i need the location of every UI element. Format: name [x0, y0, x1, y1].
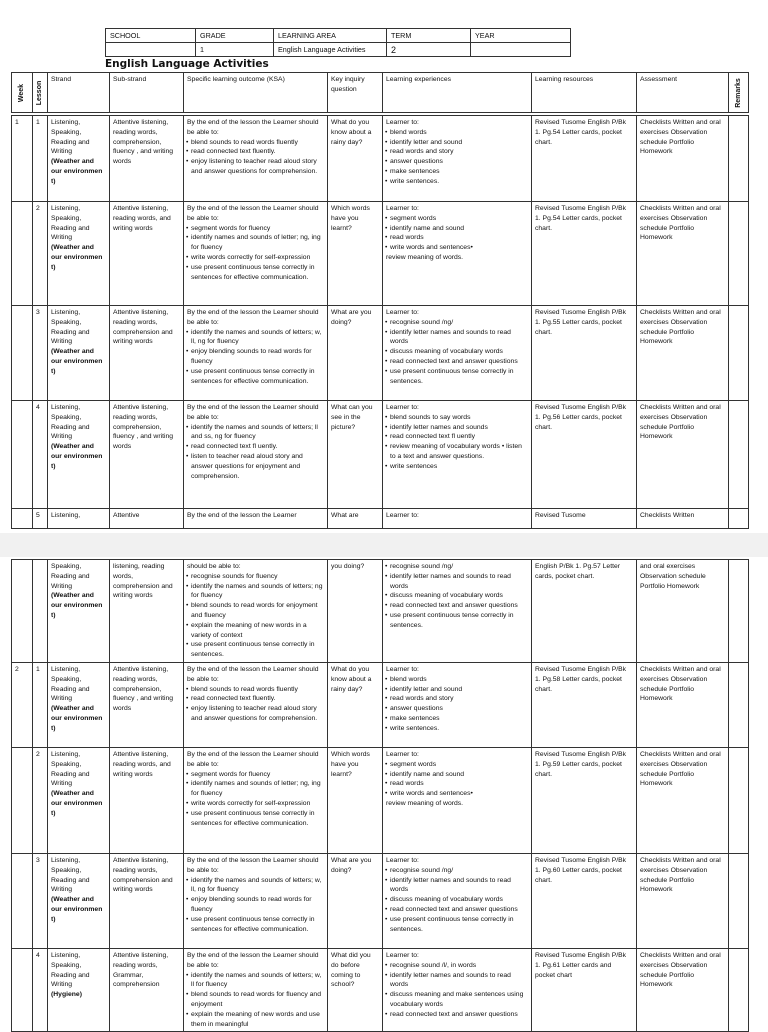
list-item: • write sentences [386, 462, 528, 472]
grade-value: 1 [196, 43, 274, 57]
list-item: • discuss meaning and make sentences using vocabulary words [386, 990, 528, 1010]
slo-list [187, 876, 324, 935]
list-item: • recognise sound /ng/ [386, 318, 528, 328]
table-row [12, 948, 749, 1031]
list-item: • identify the names and sounds of letters; w, ll, ng for fluency [187, 328, 324, 348]
slo-intro: By the end of the lesson the Learner should be able to: [187, 750, 319, 768]
remarks-cell [729, 401, 749, 509]
list-item: • use present continuous tense correctly in sentences for effective communication. [187, 915, 324, 935]
experiences-cell [383, 116, 532, 202]
experiences-intro: Learner to: [386, 951, 419, 959]
experiences-list [386, 128, 528, 187]
remarks-cell [729, 202, 749, 306]
learning-area-value: English Language Activities [274, 43, 387, 57]
slo-list [187, 685, 324, 724]
strand-text: Listening, [51, 512, 81, 519]
strand-theme: (Weather and our environmen t) [51, 592, 103, 619]
resources-cell: Revised Tusome English P/Bk 1. Pg.54 Letter cards, pocket chart. [532, 116, 637, 202]
col-slo: Specific learning outcome (KSA) [184, 73, 328, 113]
strand-text: Listening, Speaking, Reading and Writing [51, 404, 90, 441]
list-item: • read connected text fluently. [187, 147, 324, 157]
strand-text: Listening, Speaking, Reading and Writing [51, 309, 90, 346]
substrand-cell: listening, reading words, comprehension and writing words [110, 560, 184, 663]
experiences-list [386, 318, 528, 387]
resources-cell: Revised Tusome English P/Bk 1. Pg.59 Letter cards, pocket chart. [532, 747, 637, 853]
assessment-cell: and oral exercises Observation schedule Portfolio Homework [637, 560, 729, 663]
list-item: • answer questions [386, 157, 528, 167]
list-item: • recognise sound /ng/ [386, 866, 528, 876]
list-item: • review meaning of vocabulary words • listen to a text and answer questions. [386, 442, 528, 462]
list-item: • blend words [386, 675, 528, 685]
substrand-cell: Attentive listening, reading words, comprehension, fluency , and writing words [110, 401, 184, 509]
list-item: • recognise sounds for fluency [187, 572, 324, 582]
list-item: • identify names and sounds of letter; ng, ing for fluency [187, 779, 324, 799]
list-item: • enjoy listening to teacher read aloud story and answer questions for comprehension. [187, 157, 324, 177]
table-row [12, 747, 749, 853]
slo-cell [184, 662, 328, 747]
list-item: • enjoy blending sounds to read words for fluency [187, 347, 324, 367]
week-cell: 1 [12, 116, 33, 202]
experiences-cell [383, 662, 532, 747]
week-cell [12, 509, 33, 529]
slo-cell [184, 306, 328, 401]
substrand-cell: Attentive listening, reading words, and writing words [110, 747, 184, 853]
experiences-list [386, 413, 528, 472]
substrand-cell: Attentive listening, reading words, comprehension and writing words [110, 853, 184, 948]
year-label: YEAR [471, 29, 571, 43]
list-item: • enjoy listening to teacher read aloud story and answer questions for comprehension. [187, 704, 324, 724]
slo-cell [184, 853, 328, 948]
experiences-list [386, 760, 528, 799]
inquiry-question-cell: What did you do before coming to school? [328, 948, 383, 1031]
resources-cell: Revised Tusome English P/Bk 1. Pg.58 Letter cards, pocket chart. [532, 662, 637, 747]
experiences-cell [383, 202, 532, 306]
col-week: Week [12, 73, 33, 113]
scheme-table-page-1 [11, 72, 749, 529]
slo-cell [184, 116, 328, 202]
table-row [12, 560, 749, 663]
list-item: • listen to teacher read aloud story and answer questions for enjoyment and comprehension. [187, 452, 324, 481]
strand-theme: (Weather and our environmen t) [51, 158, 103, 185]
experiences-cell [383, 948, 532, 1031]
col-resources: Learning resources [532, 73, 637, 113]
list-item: • identify letter and sound [386, 685, 528, 695]
col-kiq: Key inquiry question [328, 73, 383, 113]
list-item: • identify letter names and sounds to read words [386, 572, 528, 592]
substrand-cell: Attentive listening, reading words, comprehension, fluency , and writing words [110, 662, 184, 747]
table-row [12, 306, 749, 401]
lesson-cell: 5 [33, 509, 48, 529]
substrand-cell: Attentive listening, reading words, comprehension, fluency , and writing words [110, 116, 184, 202]
col-assessment: Assessment [637, 73, 729, 113]
list-item: • use present continuous tense correctly in sentences for effective communication. [187, 263, 324, 283]
document-title: English Language Activities [105, 58, 269, 70]
list-item: • explain the meaning of new words in a variety of context [187, 621, 324, 641]
school-info-table [105, 28, 571, 57]
list-item: • make sentences [386, 167, 528, 177]
list-item: • read connected text and answer questions [386, 1010, 528, 1020]
remarks-cell [729, 747, 749, 853]
week-cell [12, 948, 33, 1031]
list-item: • segment words [386, 214, 528, 224]
slo-intro: By the end of the lesson the Learner should be able to: [187, 309, 319, 326]
list-item: • identify letter names and sounds to read words [386, 328, 528, 348]
strand-text: Listening, Speaking, Reading and Writing [51, 205, 90, 242]
assessment-cell: Checklists Written [637, 509, 729, 529]
list-item: • read words [386, 233, 528, 243]
experiences-intro: Learner to: [386, 665, 419, 673]
col-remarks: Remarks [729, 73, 749, 113]
strand-theme: (Weather and our environmen t) [51, 244, 103, 271]
list-item: • segment words for fluency [187, 770, 324, 780]
list-item: • identify the names and sounds of letters; ng for fluency [187, 582, 324, 602]
experiences-intro: Learner to: [386, 856, 419, 864]
slo-intro: By the end of the lesson the Learner should be able to: [187, 856, 319, 874]
scheme-rows-page-2 [12, 560, 749, 1032]
scheme-table-page-2 [11, 559, 749, 1032]
list-item: • use present continuous tense correctly in sentences. [187, 640, 324, 660]
list-item: • read words and story [386, 147, 528, 157]
remarks-cell [729, 306, 749, 401]
col-substrand: Sub-strand [110, 73, 184, 113]
list-item: • read connected text and answer questions [386, 905, 528, 915]
slo-cell [184, 202, 328, 306]
strand-cell [48, 853, 110, 948]
resources-cell: Revised Tusome English P/Bk 1. Pg.55 Letter cards, pocket chart. [532, 306, 637, 401]
strand-text: Listening, Speaking, Reading and Writing [51, 750, 90, 788]
list-item: • discuss meaning of vocabulary words [386, 591, 528, 601]
slo-list [187, 971, 324, 1030]
experiences-cell [383, 401, 532, 509]
strand-cell [48, 662, 110, 747]
list-item: • discuss meaning of vocabulary words [386, 895, 528, 905]
school-label: SCHOOL [106, 29, 196, 43]
year-value [471, 43, 571, 57]
experiences-tail: review meaning of words. [386, 799, 464, 807]
slo-intro: By the end of the lesson the Learner should be able to: [187, 665, 319, 683]
slo-cell [184, 560, 328, 663]
strand-cell [48, 116, 110, 202]
week-cell [12, 560, 33, 663]
lesson-cell: 2 [33, 202, 48, 306]
list-item: • read words and story [386, 694, 528, 704]
list-item: • use present continuous tense correctly in sentences. [386, 367, 528, 387]
strand-cell [48, 401, 110, 509]
list-item: • identify name and sound [386, 770, 528, 780]
strand-theme: (Weather and our environmen t) [51, 443, 103, 470]
list-item: • identify name and sound [386, 224, 528, 234]
table-row [12, 202, 749, 306]
assessment-cell: Checklists Written and oral exercises Observation schedule Portfolio Homework [637, 853, 729, 948]
slo-cell [184, 509, 328, 529]
strand-theme: (Weather and our environmen t) [51, 705, 103, 732]
list-item: • read words [386, 779, 528, 789]
slo-intro: By the end of the lesson the Learner should be able to: [187, 205, 319, 222]
list-item: • read connected text fluently. [187, 694, 324, 704]
substrand-cell: Attentive listening, reading words, comprehension and writing words [110, 306, 184, 401]
list-item: • explain the meaning of new words and use them in meaningful [187, 1010, 324, 1030]
slo-intro: should be able to: [187, 563, 241, 570]
list-item: • identify names and sounds of letter; ng, ing for fluency [187, 233, 324, 253]
week-cell [12, 747, 33, 853]
col-strand: Strand [48, 73, 110, 113]
inquiry-question-cell: What can you see in the picture? [328, 401, 383, 509]
term-value: 2 [387, 43, 471, 57]
list-item: • blend sounds to read words fluently [187, 685, 324, 695]
resources-cell: Revised Tusome English P/Bk 1. Pg.60 Letter cards, pocket chart. [532, 853, 637, 948]
strand-cell [48, 560, 110, 663]
list-item: • blend sounds to say words [386, 413, 528, 423]
list-item: • read connected text and answer questions [386, 601, 528, 611]
week-cell: 2 [12, 662, 33, 747]
substrand-cell: Attentive listening, reading words, Grammar, comprehension [110, 948, 184, 1031]
list-item: • answer questions [386, 704, 528, 714]
week-cell [12, 202, 33, 306]
strand-cell [48, 306, 110, 401]
resources-cell: Revised Tusome English P/Bk 1. Pg.54 Letter cards, pocket chart. [532, 202, 637, 306]
table-row [12, 853, 749, 948]
experiences-cell [383, 853, 532, 948]
list-item: • identify letter names and sounds to read words [386, 876, 528, 896]
list-item: • identify letter and sound [386, 138, 528, 148]
resources-cell: Revised Tusome English P/Bk 1. Pg.56 Letter cards, pocket chart. [532, 401, 637, 509]
strand-theme: (Weather and our environmen t) [51, 790, 103, 817]
school-value [106, 43, 196, 57]
list-item: • segment words for fluency [187, 224, 324, 234]
strand-text: Listening, Speaking, Reading and Writing [51, 665, 90, 703]
page-break [0, 533, 768, 557]
list-item: • write words and sentences• [386, 789, 528, 799]
lesson-cell: 2 [33, 747, 48, 853]
list-item: • identify the names and sounds of letters; w, ll, ng for fluency [187, 876, 324, 896]
list-item: • recognise sound /l/, in words [386, 961, 528, 971]
experiences-list [386, 866, 528, 935]
strand-text: Speaking, Reading and Writing [51, 563, 90, 590]
assessment-cell: Checklists Written and oral exercises Observation schedule Portfolio Homework [637, 747, 729, 853]
strand-theme: (Weather and our environmen t) [51, 348, 103, 375]
list-item: • blend sounds to read words for fluency and enjoyment [187, 990, 324, 1010]
lesson-cell: 1 [33, 116, 48, 202]
inquiry-question-cell: What are you doing? [328, 306, 383, 401]
experiences-list [386, 961, 528, 1020]
inquiry-question-cell: What do you know about a rainy day? [328, 662, 383, 747]
remarks-cell [729, 116, 749, 202]
slo-list [187, 770, 324, 829]
list-item: • write words correctly for self-expression [187, 799, 324, 809]
slo-intro: By the end of the lesson the Learner should be able to: [187, 119, 319, 136]
grade-label: GRADE [196, 29, 274, 43]
list-item: • write words correctly for self-expression [187, 253, 324, 263]
term-label: TERM [387, 29, 471, 43]
table-row [12, 662, 749, 747]
slo-list [187, 423, 324, 482]
slo-intro: By the end of the lesson the Learner [187, 512, 297, 519]
substrand-cell: Attentive [110, 509, 184, 529]
week-cell [12, 306, 33, 401]
list-item: • use present continuous tense correctly in sentences. [386, 915, 528, 935]
list-item: • blend sounds to read words fluently [187, 138, 324, 148]
list-item: • identify letter names and sounds to read words [386, 971, 528, 991]
slo-intro: By the end of the lesson the Learner should be able to: [187, 951, 319, 969]
list-item: • read connected text and answer questions [386, 357, 528, 367]
lesson-cell: 1 [33, 662, 48, 747]
lesson-cell: 4 [33, 948, 48, 1031]
assessment-cell: Checklists Written and oral exercises Observation schedule Portfolio Homework [637, 948, 729, 1031]
list-item: • identify letter names and sounds [386, 423, 528, 433]
experiences-intro: Learner to: [386, 512, 419, 519]
lesson-cell: 3 [33, 853, 48, 948]
strand-cell [48, 948, 110, 1031]
experiences-cell [383, 306, 532, 401]
strand-cell [48, 509, 110, 529]
lesson-cell: 4 [33, 401, 48, 509]
strand-cell [48, 202, 110, 306]
inquiry-question-cell: Which words have you learnt? [328, 747, 383, 853]
assessment-cell: Checklists Written and oral exercises Observation schedule Portfolio Homework [637, 116, 729, 202]
list-item: • use present continuous tense correctly in sentences for effective communication. [187, 809, 324, 829]
strand-text: Listening, Speaking, Reading and Writing [51, 951, 90, 989]
list-item: • blend sounds to read words for enjoyment and fluency [187, 601, 324, 621]
inquiry-question-cell: What are you doing? [328, 853, 383, 948]
strand-theme: (Hygiene) [51, 991, 82, 999]
week-cell [12, 853, 33, 948]
table-row [12, 509, 749, 529]
inquiry-question-cell: you doing? [328, 560, 383, 663]
assessment-cell: Checklists Written and oral exercises Observation schedule Portfolio Homework [637, 202, 729, 306]
list-item: • write sentences. [386, 177, 528, 187]
experiences-list [386, 214, 528, 253]
list-item: • identify the names and sounds of letters; w, ll for fluency [187, 971, 324, 991]
assessment-cell: Checklists Written and oral exercises Observation schedule Portfolio Homework [637, 662, 729, 747]
experiences-intro: Learner to: [386, 750, 419, 758]
list-item: • identify the names and sounds of letters; ll and ss, ng for fluency [187, 423, 324, 443]
remarks-cell [729, 560, 749, 663]
slo-list [187, 138, 324, 177]
scheme-rows-page-1 [12, 116, 749, 529]
slo-list [187, 224, 324, 283]
experiences-intro: Learner to: [386, 309, 419, 316]
remarks-cell [729, 853, 749, 948]
slo-list [187, 572, 324, 660]
list-item: • enjoy blending sounds to read words for fluency [187, 895, 324, 915]
list-item: • read connected text fl uently [386, 432, 528, 442]
remarks-cell [729, 509, 749, 529]
inquiry-question-cell: Which words have you learnt? [328, 202, 383, 306]
slo-list [187, 328, 324, 387]
experiences-cell [383, 509, 532, 529]
resources-cell: Revised Tusome [532, 509, 637, 529]
list-item: • segment words [386, 760, 528, 770]
list-item: • use present continuous tense correctly in sentences for effective communication. [187, 367, 324, 387]
list-item: • recognise sound /ng/ [386, 562, 528, 572]
lesson-cell: 3 [33, 306, 48, 401]
resources-cell: English P/Bk 1. Pg.57 Letter cards, pocket chart. [532, 560, 637, 663]
assessment-cell: Checklists Written and oral exercises Observation schedule Portfolio Homework [637, 401, 729, 509]
experiences-cell [383, 560, 532, 663]
experiences-intro: Learner to: [386, 119, 419, 126]
experiences-tail: review meaning of words. [386, 253, 464, 261]
list-item: • blend words [386, 128, 528, 138]
table-row [12, 401, 749, 509]
remarks-cell [729, 662, 749, 747]
slo-cell [184, 948, 328, 1031]
learning-area-label: LEARNING AREA [274, 29, 387, 43]
assessment-cell: Checklists Written and oral exercises Observation schedule Portfolio Homework [637, 306, 729, 401]
experiences-intro: Learner to: [386, 404, 419, 411]
strand-text: Listening, Speaking, Reading and Writing [51, 119, 90, 156]
list-item: • make sentences [386, 714, 528, 724]
col-lesson: Lesson [33, 73, 48, 113]
inquiry-question-cell: What do you know about a rainy day? [328, 116, 383, 202]
substrand-cell: Attentive listening, reading words, and writing words [110, 202, 184, 306]
week-cell [12, 401, 33, 509]
experiences-cell [383, 747, 532, 853]
list-item: • read connected text fl uently. [187, 442, 324, 452]
remarks-cell [729, 948, 749, 1031]
resources-cell: Revised Tusome English P/Bk 1. Pg.61 Letter cards and pocket chart [532, 948, 637, 1031]
inquiry-question-cell: What are [328, 509, 383, 529]
slo-intro: By the end of the lesson the Learner should be able to: [187, 404, 319, 421]
strand-theme: (Weather and our environmen t) [51, 896, 103, 923]
list-item: • use present continuous tense correctly in sentences. [386, 611, 528, 631]
list-item: • write sentences. [386, 724, 528, 734]
table-row [12, 116, 749, 202]
list-item: • write words and sentences• [386, 243, 528, 253]
slo-cell [184, 747, 328, 853]
slo-cell [184, 401, 328, 509]
experiences-list [386, 675, 528, 734]
experiences-intro: Learner to: [386, 205, 419, 212]
list-item: • discuss meaning of vocabulary words [386, 347, 528, 357]
lesson-cell [33, 560, 48, 663]
col-experiences: Learning experiences [383, 73, 532, 113]
strand-text: Listening, Speaking, Reading and Writing [51, 856, 90, 894]
strand-cell [48, 747, 110, 853]
experiences-list [386, 562, 528, 631]
